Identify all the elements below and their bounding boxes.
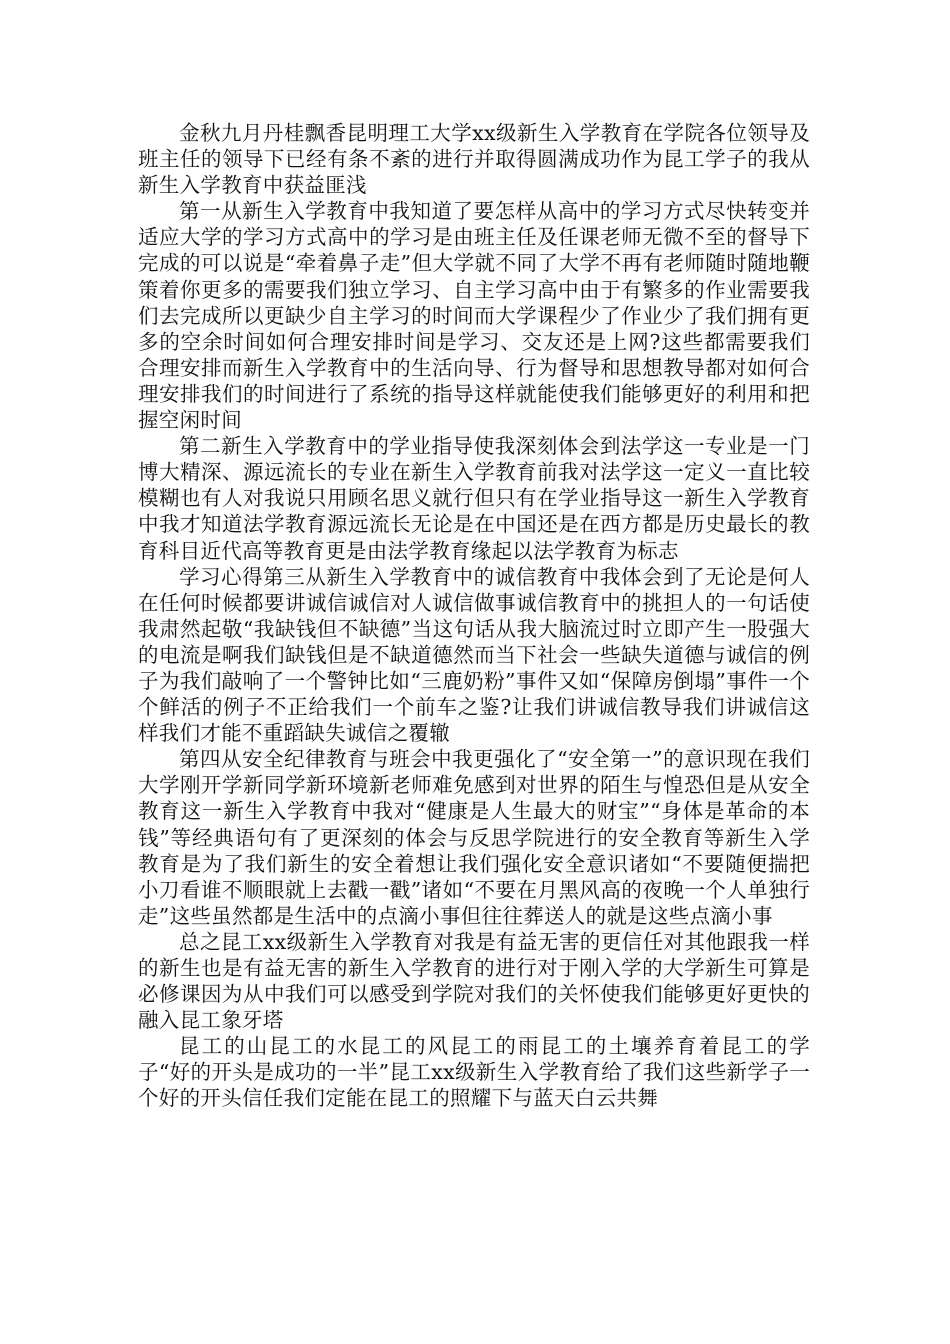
paragraph-closing: 昆工的山昆工的水昆工的风昆工的雨昆工的土壤养育着昆工的学子“好的开头是成功的一半”昆工xx级新生入学教育给了我们这些新学子一个好的开头信任我们定能在昆工的照耀下与蓝天白云共舞: [138, 1034, 810, 1111]
paragraph-second-point: 第二新生入学教育中的学业指导使我深刻体会到法学这一专业是一门博大精深、源远流长的专业在新生入学教育前我对法学这一定义一直比较模糊也有人对我说只用顾名思义就行但只有在学业指导这一新生入学教育中我才知道法学教育源远流长无论是在中国还是在西方都是历史最长的教育科目近代高等教育更是由法学教育缘起以法学教育为标志: [138, 434, 810, 563]
paragraph-fourth-point: 第四从安全纪律教育与班会中我更强化了“安全第一”的意识现在我们大学刚开学新同学新环境新老师难免感到对世界的陌生与惶恐但是从安全教育这一新生入学教育中我对“健康是人生最大的财宝”“身体是革命的本钱”等经典语句有了更深刻的体会与反思学院进行的安全教育等新生入学教育是为了我们新生的安全着想让我们强化安全意识诸如“不要随便揣把小刀看谁不顺眼就上去戳一戳”诸如“不要在月黑风高的夜晚一个人单独行走”这些虽然都是生活中的点滴小事但往往葬送人的就是这些点滴小事: [138, 747, 810, 928]
paragraph-third-point: 学习心得第三从新生入学教育中的诚信教育中我体会到了无论是何人在任何时候都要讲诚信诚信对人诚信做事诚信教育中的挑担人的一句话使我肃然起敬“我缺钱但不缺德”当这句话从我大脑流过时立即产生一股强大的电流是啊我们缺钱但是不缺道德然而当下社会一些缺失道德与诚信的例子为我们敲响了一个警钟比如“三鹿奶粉”事件又如“保障房倒塌”事件一个个鲜活的例子不正给我们一个前车之鉴?让我们讲诚信教导我们讲诚信这样我们才能不重蹈缺失诚信之覆辙: [138, 564, 810, 746]
document-page: [138, 120, 810, 1112]
paragraph-summary: 总之昆工xx级新生入学教育对我是有益无害的更信任对其他跟我一样的新生也是有益无害的新生入学教育的进行对于刚入学的大学新生可算是必修课因为从中我们可以感受到学院对我们的关怀使我们能够更好更快的融入昆工象牙塔: [138, 929, 810, 1033]
paragraph-intro: 金秋九月丹桂飘香昆明理工大学xx级新生入学教育在学院各位领导及班主任的领导下已经有条不紊的进行并取得圆满成功作为昆工学子的我从新生入学教育中获益匪浅: [138, 121, 810, 198]
paragraph-first-point: 第一从新生入学教育中我知道了要怎样从高中的学习方式尽快转变并适应大学的学习方式高中的学习是由班主任及任课老师无微不至的督导下完成的可以说是“牵着鼻子走”但大学就不同了大学不再有老师随时随地鞭策着你更多的需要我们独立学习、自主学习高中由于有繁多的作业需要我们去完成所以更缺少自主学习的时间而大学课程少了作业少了我们拥有更多的空余时间如何合理安排时间是学习、交友还是上网?这些都需要我们合理安排而新生入学教育中的生活向导、行为督导和思想教导都对如何合理安排我们的时间进行了系统的指导这样就能使我们能够更好的利用和把握空闲时间: [138, 199, 810, 433]
